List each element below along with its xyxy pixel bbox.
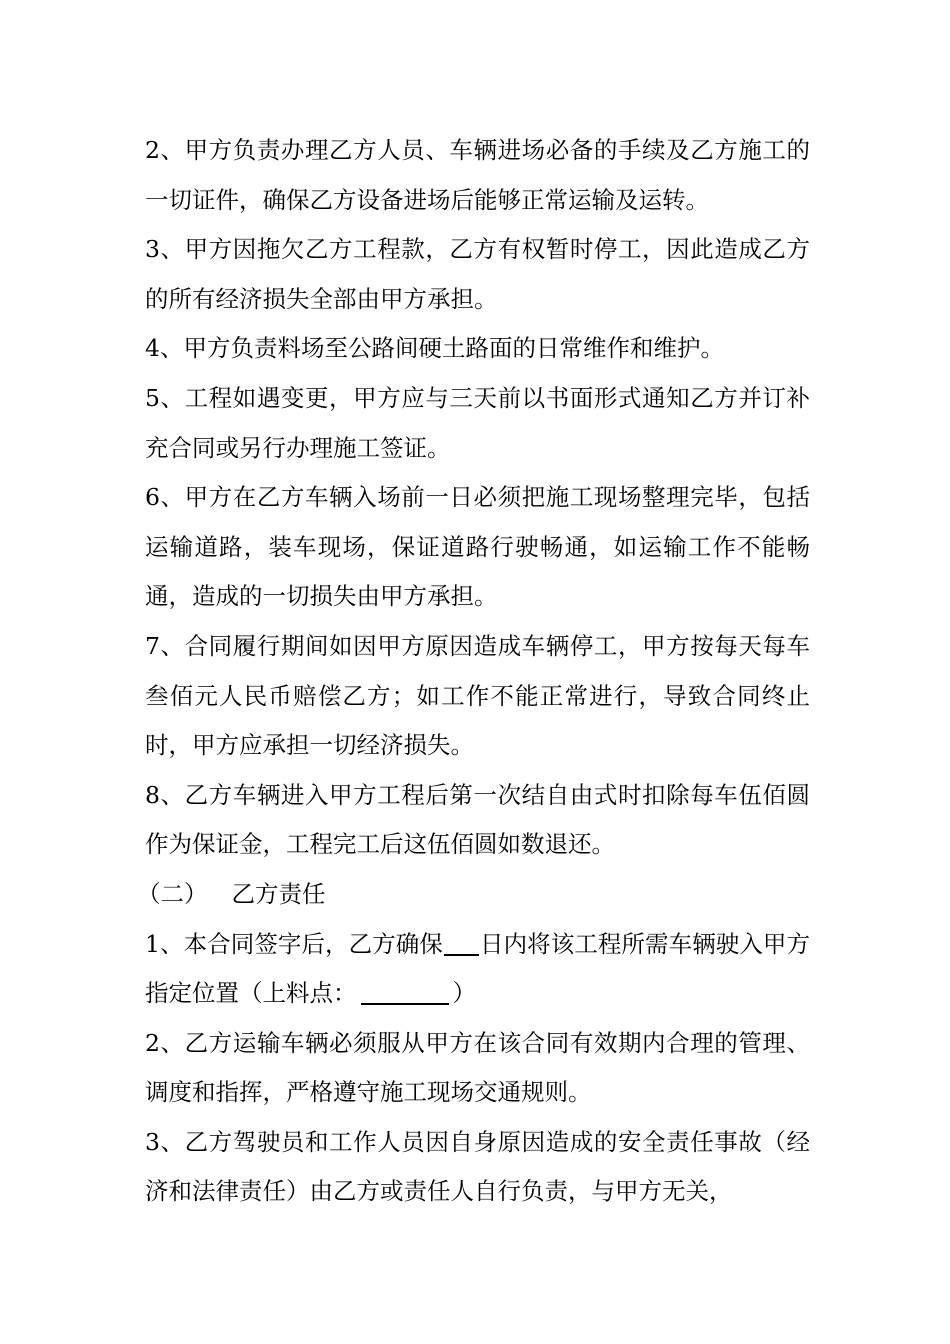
clause-a8: 8、乙方车辆进入甲方工程后第一次结自由式时扣除每车伍佰圆作为保证金，工程完工后这伍佰圆如数退还。 <box>145 780 810 859</box>
clause-a6: 6、甲方在乙方车辆入场前一日必须把施工现场整理完毕，包括运输道路，装车现场，保证道路行驶畅通，如运输工作不能畅通，造成的一切损失由甲方承担。 <box>145 483 810 611</box>
section-title: 乙方责任 <box>231 879 326 908</box>
clause-a7: 7、合同履行期间如因甲方原因造成车辆停工，甲方按每天每车叁佰元人民币赔偿乙方；如工作不能正常进行，导致合同终止时，甲方应承担一切经济损失。 <box>145 631 810 760</box>
clause-b1 <box>145 920 810 1019</box>
clause-a3: 3、甲方因拖欠乙方工程款，乙方有权暂时停工，因此造成乙方的所有经济损失全部由甲方承担。 <box>145 235 810 313</box>
document-body <box>137 126 810 1217</box>
clause-b2: 2、乙方运输车辆必须服从甲方在该合同有效期内合理的管理、调度和指挥，严格遵守施工现场交通规则。 <box>145 1028 810 1107</box>
clause-a2: 2、甲方负责办理乙方人员、车辆进场必备的手续及乙方施工的一切证件，确保乙方设备进场后能够正常运输及运转。 <box>145 136 810 214</box>
clause-b1-text-middle: 日内将该工程所需车辆驶入甲方指定位置（上料点： <box>145 929 810 1008</box>
clause-b1-text-end: ） <box>452 979 476 1008</box>
section-number: （二） <box>137 879 208 908</box>
clause-b1-text-start: 1、本合同签字后，乙方确保 <box>145 929 443 958</box>
loading-point-blank-field[interactable] <box>361 975 449 1005</box>
clause-b3: 3、乙方驾驶员和工作人员因自身原因造成的安全责任事故（经济和法律责任）由乙方或责任人自行负责，与甲方无关， <box>145 1127 810 1206</box>
clause-a5: 5、工程如遇变更，甲方应与三天前以书面形式通知乙方并订补充合同或另行办理施工签证。 <box>145 383 810 462</box>
days-blank-field[interactable] <box>444 926 479 956</box>
clause-a4: 4、甲方负责料场至公路间硬土路面的日常维作和维护。 <box>145 334 724 363</box>
section-heading-party-b <box>137 870 810 920</box>
